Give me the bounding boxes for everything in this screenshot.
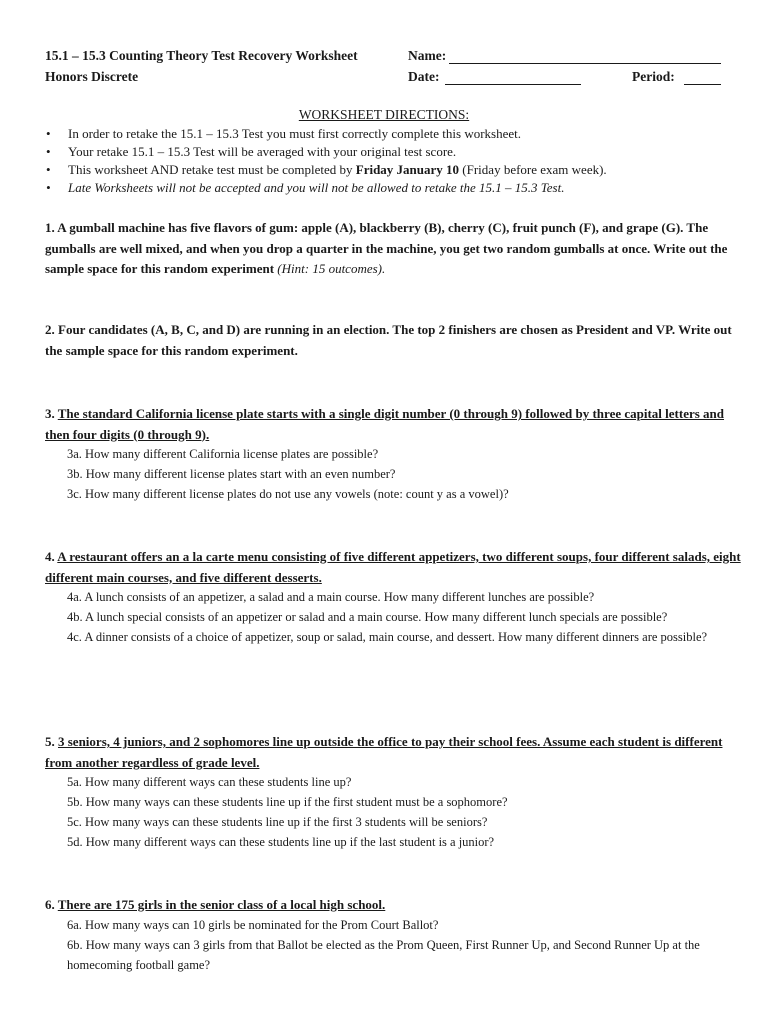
question-3-parts	[67, 444, 737, 504]
date-blank-line[interactable]	[445, 84, 581, 85]
period-label: Period:	[632, 69, 675, 84]
question-2-text: 2. Four candidates (A, B, C, and D) are running in an election. The top 2 finishers are chosen as President and VP. Write out the sample space for this random experiment.	[45, 322, 732, 358]
question-3-stem: The standard California license plate starts with a single digit number (0 through 9) followed by three capital letters and then four digits (0 through 9).	[45, 406, 725, 442]
question-6b: 6b. How many ways can 3 girls from that Ballot be elected as the Prom Queen, First Runner Up, and Second Runner Up at the homecoming football game?	[67, 938, 700, 972]
question-4b: 4b. A lunch special consists of an appetizer or salad and a main course. How many different lunch specials are possible?	[67, 610, 668, 624]
question-6	[45, 895, 745, 916]
question-6-parts	[67, 915, 737, 975]
direction-item: • In order to retake the 15.1 – 15.3 Test you must first correctly complete this worksheet.	[40, 125, 740, 143]
question-1-text: 1. A gumball machine has five flavors of gum: apple (A), blackberry (B), cherry (C), fruit punch (F), and grape (G). The gumballs are well mixed, and when you drop a quarter in the machine, you get two random gumballs at once. Write out the sample space for this random experiment	[45, 220, 728, 276]
question-3c: 3c. How many different license plates do not use any vowels (note: count y as a vowel)?	[67, 487, 509, 501]
question-6a: 6a. How many ways can 10 girls be nominated for the Prom Court Ballot?	[67, 918, 439, 932]
question-5-stem: 3 seniors, 4 juniors, and 2 sophomores line up outside the office to pay their school fees. Assume each student is different from another regardless of grade level.	[45, 734, 723, 770]
question-3	[45, 404, 745, 445]
direction-item-deadline	[40, 161, 740, 179]
question-4-stem: A restaurant offers an a la carte menu consisting of five different appetizers, two different soups, four different salads, eight different main courses, and five different desserts.	[45, 549, 741, 585]
question-3-number: 3.	[45, 406, 58, 421]
question-6-number: 6.	[45, 897, 58, 912]
question-6-stem: There are 175 girls in the senior class of a local high school.	[57, 897, 386, 912]
question-4-parts	[67, 587, 737, 647]
directions-title: WORKSHEET DIRECTIONS:	[298, 107, 470, 122]
direction-item-late: • Late Worksheets will not be accepted and you will not be allowed to retake the 15.1 – 15.3 Test.	[40, 179, 740, 197]
question-5-parts	[67, 772, 737, 852]
direction-item: • Your retake 15.1 – 15.3 Test will be averaged with your original test score.	[40, 143, 740, 161]
question-1	[45, 218, 745, 280]
question-2	[45, 320, 745, 361]
question-5c: 5c. How many ways can these students line up if the first 3 students will be seniors?	[67, 815, 488, 829]
question-4c: 4c. A dinner consists of a choice of appetizer, soup or salad, main course, and dessert. How many different dinners are possible?	[67, 630, 708, 644]
date-label: Date:	[408, 69, 440, 84]
deadline-note: (Friday before exam week).	[459, 162, 607, 177]
worksheet-title: 15.1 – 15.3 Counting Theory Test Recovery Worksheet	[45, 48, 358, 63]
question-5b: 5b. How many ways can these students line up if the first student must be a sophomore?	[67, 795, 508, 809]
question-3a: 3a. How many different California license plates are possible?	[67, 447, 379, 461]
question-1-hint: (Hint: 15 outcomes).	[277, 261, 386, 276]
question-4a: 4a. A lunch consists of an appetizer, a salad and a main course. How many different lunches are possible?	[67, 590, 595, 604]
question-3b: 3b. How many different license plates start with an even number?	[67, 467, 396, 481]
period-blank-line[interactable]	[684, 84, 721, 85]
question-4	[45, 547, 745, 588]
deadline-date: Friday January 10	[355, 162, 460, 177]
question-5	[45, 732, 745, 773]
question-5d: 5d. How many different ways can these students line up if the last student is a junior?	[67, 835, 495, 849]
directions-list	[40, 125, 740, 197]
question-4-number: 4.	[45, 549, 58, 564]
question-5-number: 5.	[45, 734, 58, 749]
course-name: Honors Discrete	[45, 69, 139, 84]
name-label: Name:	[408, 48, 447, 63]
name-blank-line[interactable]	[449, 63, 721, 64]
deadline-text: This worksheet AND retake test must be completed by	[68, 162, 356, 177]
question-5a: 5a. How many different ways can these students line up?	[67, 775, 352, 789]
